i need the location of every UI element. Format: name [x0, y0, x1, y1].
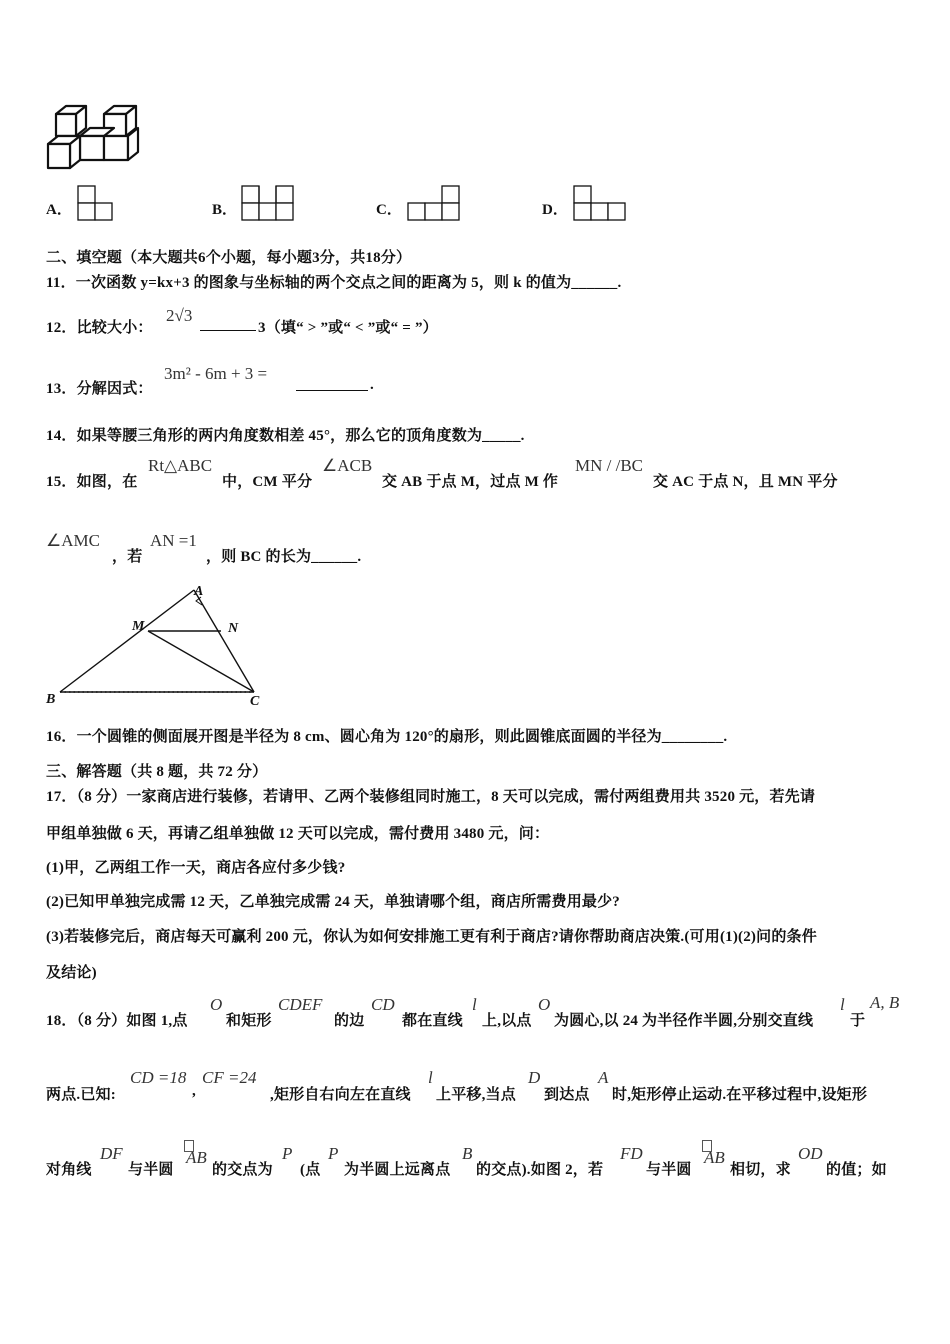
question-18-math-cdef: CDEF [278, 995, 323, 1014]
question-13-suffix: . [370, 377, 374, 393]
question-13-prefix: 13．分解因式： [46, 381, 153, 397]
question-18-math-arc-ab: AB [186, 1148, 207, 1167]
question-18-line-2-c: ,矩形自右向左在直线 [270, 1087, 411, 1103]
question-18-line-3-h: 相切，求 [730, 1162, 791, 1178]
question-17-line-1: 17．（8 分）一家商店进行装修，若请甲、乙两个装修组同时施工，8 天可以完成，需付两组费用共 3520 元，若先请 [46, 789, 816, 805]
question-18-line-2-a: 两点.已知: [46, 1087, 116, 1103]
question-17-part-2: (2)已知甲单独完成需 12 天，乙单独完成需 24 天，单独请哪个组，商店所需费用最少? [46, 894, 620, 910]
question-18-line-3-a: 对角线 [46, 1162, 92, 1178]
question-11: 11．一次函数 y=kx+3 的图象与坐标轴的两个交点之间的距离为 5，则 k 的值为______. [46, 275, 622, 291]
point-label-a: A [194, 584, 204, 599]
question-18-line-1-a: 18．（8 分）如图 1,点 [46, 1013, 188, 1029]
question-15-part-3: 交 AB 于点 M，过点 M 作 [382, 474, 559, 490]
question-18-math-cf-24: CF =24 [202, 1068, 257, 1087]
option-b-view-icon[interactable] [240, 184, 296, 222]
point-label-m: M [132, 619, 145, 634]
question-18-math-ab: A, B [870, 993, 900, 1012]
question-18-line-1-c: 的边 [334, 1013, 365, 1029]
question-15-part-5: ，若 [112, 549, 143, 565]
option-c-label[interactable]: C． [376, 202, 402, 218]
question-15-math-3: MN / /BC [575, 456, 644, 475]
question-18-line-3-f: 的交点).如图 2，若 [476, 1162, 604, 1178]
point-label-n: N [228, 621, 239, 636]
point-label-b: B [46, 692, 56, 707]
question-18-math-l-3: l [428, 1068, 433, 1087]
question-18-math-o: O [210, 995, 223, 1014]
option-a-label[interactable]: A． [46, 202, 72, 218]
question-18-math-l-2: l [840, 995, 845, 1014]
question-18-line-2-e: 到达点 [544, 1087, 590, 1103]
question-15-part-1: 15．如图，在 [46, 474, 138, 490]
section-3-heading: 三、解答题（共 8 题，共 72 分） [46, 764, 268, 780]
question-15-part-2: 中，CM 平分 [222, 474, 313, 490]
question-17-part-3-continued: 及结论) [46, 965, 97, 981]
option-a-view-icon[interactable] [76, 184, 114, 222]
question-17-part-3: (3)若装修完后，商店每天可赢利 200 元，你认为如何安排施工更有利于商店?请你帮助商店决策.(可用(1)(2)问的条件 [46, 929, 817, 945]
question-18-math-b: B [462, 1144, 473, 1163]
question-18-math-od: OD [798, 1144, 823, 1163]
question-18-line-1-e: 上,以点 [482, 1013, 532, 1029]
segment-ac [194, 590, 254, 692]
segment-mc [148, 631, 254, 692]
question-15-math-2: ∠ACB [322, 456, 373, 475]
question-18-math-d: D [528, 1068, 541, 1087]
question-18-line-1-f: 为圆心,以 24 为半径作半圆,分别交直线 [554, 1013, 814, 1029]
question-15-part-6: ，则 BC 的长为______. [206, 549, 362, 565]
question-18-line-3-b: 与半圆 [128, 1162, 174, 1178]
question-18-math-o-2: O [538, 995, 551, 1014]
question-18-line-3-d: (点 [300, 1162, 321, 1178]
question-15-math-4: ∠AMC [46, 531, 100, 550]
cube-stack-figure [44, 104, 144, 172]
question-18-math-p-2: P [328, 1144, 339, 1163]
option-d-view-icon[interactable] [572, 184, 628, 222]
question-15-math-5: AN =1 [150, 531, 197, 550]
question-16: 16．一个圆锥的侧面展开图是半径为 8 cm、圆心角为 120°的扇形，则此圆锥底面圆的半径为________. [46, 729, 728, 745]
question-18-line-3-g: 与半圆 [646, 1162, 692, 1178]
question-15-part-4: 交 AC 于点 N，且 MN 平分 [653, 474, 838, 490]
question-12-expression: 2√3 [166, 306, 193, 325]
option-d-label[interactable]: D． [542, 202, 568, 218]
question-18-line-2-f: 时,矩形停止运动.在平移过程中,设矩形 [612, 1087, 868, 1103]
question-18-math-fd: FD [620, 1144, 643, 1163]
question-12-suffix: 3（填“ > ”或“ < ”或“ = ”） [258, 320, 438, 336]
triangle-figure [44, 584, 274, 710]
question-15-math-1: Rt△ABC [148, 456, 213, 475]
question-18-line-2-d: 上平移,当点 [436, 1087, 516, 1103]
question-13-expression: 3m² - 6m + 3 = [164, 364, 268, 383]
question-14: 14．如果等腰三角形的两内角度数相差 45°，那么它的顶角度数为_____. [46, 428, 525, 444]
segment-ab [60, 590, 194, 692]
question-18-line-1-g: 于 [850, 1013, 866, 1029]
question-18-math-cd-18: CD =18 [130, 1068, 187, 1087]
question-12-answer-blank[interactable] [200, 318, 256, 336]
question-18-math-p: P [282, 1144, 293, 1163]
question-18-line-3-i: 的值；如 [826, 1162, 887, 1178]
question-18-math-arc-ab-2: AB [704, 1148, 725, 1167]
question-18-line-3-c: 的交点为 [212, 1162, 273, 1178]
question-18-line-2-b: , [192, 1083, 196, 1099]
question-17-line-2: 甲组单独做 6 天，再请乙组单独做 12 天可以完成，需付费用 3480 元，问： [46, 826, 550, 842]
question-18-math-cd: CD [371, 995, 395, 1014]
question-18-line-1-b: 和矩形 [226, 1013, 272, 1029]
question-12-prefix: 12．比较大小： [46, 320, 153, 336]
question-18-math-df: DF [100, 1144, 123, 1163]
point-label-c: C [250, 694, 260, 709]
question-17-part-1: (1)甲，乙两组工作一天，商店各应付多少钱? [46, 860, 346, 876]
question-13-answer-blank[interactable] [296, 378, 368, 396]
question-18-math-a: A [598, 1068, 609, 1087]
question-18-line-3-e: 为半圆上远离点 [344, 1162, 451, 1178]
question-18-math-l: l [472, 995, 477, 1014]
section-2-heading: 二、填空题（本大题共6个小题，每小题3分，共18分） [46, 250, 412, 266]
option-b-label[interactable]: B． [212, 202, 238, 218]
question-18-line-1-d: 都在直线 [402, 1013, 463, 1029]
option-c-view-icon[interactable] [406, 184, 462, 222]
